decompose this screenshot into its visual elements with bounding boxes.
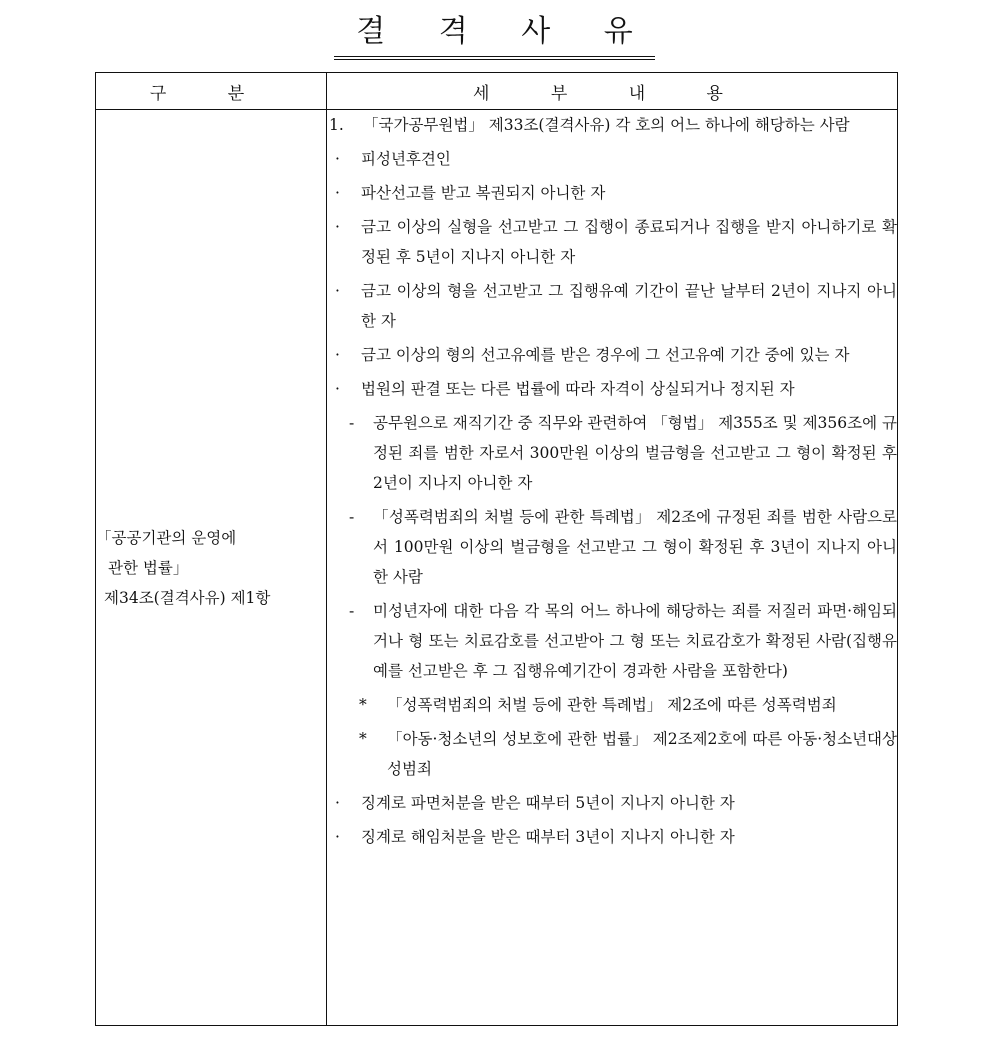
page-title: 결 격 사 유 — [334, 14, 655, 60]
item-marker: - — [349, 414, 355, 432]
item-marker: · — [335, 218, 340, 236]
category-line-2: 관한 법률」 — [108, 558, 189, 577]
item-marker: · — [335, 184, 340, 202]
disqualification-table — [95, 72, 898, 1026]
item-text: 「성폭력범죄의 처벌 등에 관한 특례법」 제2조에 규정된 죄를 범한 사람으로서 100만원 이상의 벌금형을 선고받고 그 형이 확정된 후 3년이 지나지 아니한 사람 — [373, 508, 897, 586]
list-item — [327, 408, 897, 498]
details-cell — [327, 110, 898, 1026]
item-text: 법원의 판결 또는 다른 법률에 따라 자격이 상실되거나 정지된 자 — [361, 380, 795, 398]
item-marker: - — [349, 508, 355, 526]
list-item — [327, 502, 897, 592]
list-item — [327, 178, 897, 208]
table-header-row — [96, 73, 898, 110]
category-line-1: 「공공기관의 운영에 — [96, 528, 237, 547]
item-text: 미성년자에 대한 다음 각 목의 어느 하나에 해당하는 죄를 저질러 파면·해임되거나 형 또는 치료감호를 선고받아 그 형 또는 치료감호가 확정된 사람(집행유예를 선고받은 후 그 집행유예기간이 경과한 사람을 포함한다) — [373, 602, 897, 680]
item-marker: · — [335, 150, 340, 168]
list-item — [327, 144, 897, 174]
item-marker: · — [335, 828, 340, 846]
item-text: 피성년후견인 — [361, 150, 451, 168]
item-text: 징계로 파면처분을 받은 때부터 5년이 지나지 아니한 자 — [361, 794, 735, 812]
list-item — [327, 724, 897, 784]
list-item — [327, 340, 897, 370]
header-category: 구 분 — [96, 73, 327, 110]
list-item — [327, 822, 897, 852]
header-details: 세 부 내 용 — [327, 73, 898, 110]
item-text: 「국가공무원법」 제33조(결격사유) 각 호의 어느 하나에 해당하는 사람 — [363, 116, 850, 134]
item-marker: - — [349, 602, 355, 620]
item-text: 징계로 해임처분을 받은 때부터 3년이 지나지 아니한 자 — [361, 828, 735, 846]
item-text: 공무원으로 재직기간 중 직무와 관련하여 「형법」 제355조 및 제356조에 규정된 죄를 범한 자로서 300만원 이상의 벌금형을 선고받고 그 형이 확정된 후 2년이 지나지 아니한 자 — [373, 414, 897, 492]
item-marker: · — [335, 794, 340, 812]
category-line-3: 제34조(결격사유) 제1항 — [104, 588, 271, 607]
item-text: 금고 이상의 형을 선고받고 그 집행유예 기간이 끝난 날부터 2년이 지나지 아니한 자 — [361, 282, 897, 330]
item-marker: * — [359, 696, 367, 714]
item-marker: · — [335, 380, 340, 398]
item-marker: · — [335, 346, 340, 364]
list-item — [327, 596, 897, 686]
list-item — [327, 276, 897, 336]
list-item — [327, 788, 897, 818]
list-item — [327, 374, 897, 404]
list-item — [327, 110, 897, 140]
title-container — [0, 14, 989, 60]
item-text: 「아동·청소년의 성보호에 관한 법률」 제2조제2호에 따른 아동·청소년대상 성범죄 — [387, 730, 897, 778]
list-item — [327, 212, 897, 272]
table-row — [96, 110, 898, 1026]
item-text: 파산선고를 받고 복권되지 아니한 자 — [361, 184, 606, 202]
category-cell — [96, 110, 327, 1026]
item-marker: * — [359, 730, 367, 748]
item-text: 금고 이상의 실형을 선고받고 그 집행이 종료되거나 집행을 받지 아니하기로 확정된 후 5년이 지나지 아니한 자 — [361, 218, 897, 266]
item-marker: · — [335, 282, 340, 300]
item-marker: 1. — [329, 116, 344, 134]
item-text: 「성폭력범죄의 처벌 등에 관한 특례법」 제2조에 따른 성폭력범죄 — [387, 696, 837, 714]
item-text: 금고 이상의 형의 선고유예를 받은 경우에 그 선고유예 기간 중에 있는 자 — [361, 346, 850, 364]
list-item — [327, 690, 897, 720]
